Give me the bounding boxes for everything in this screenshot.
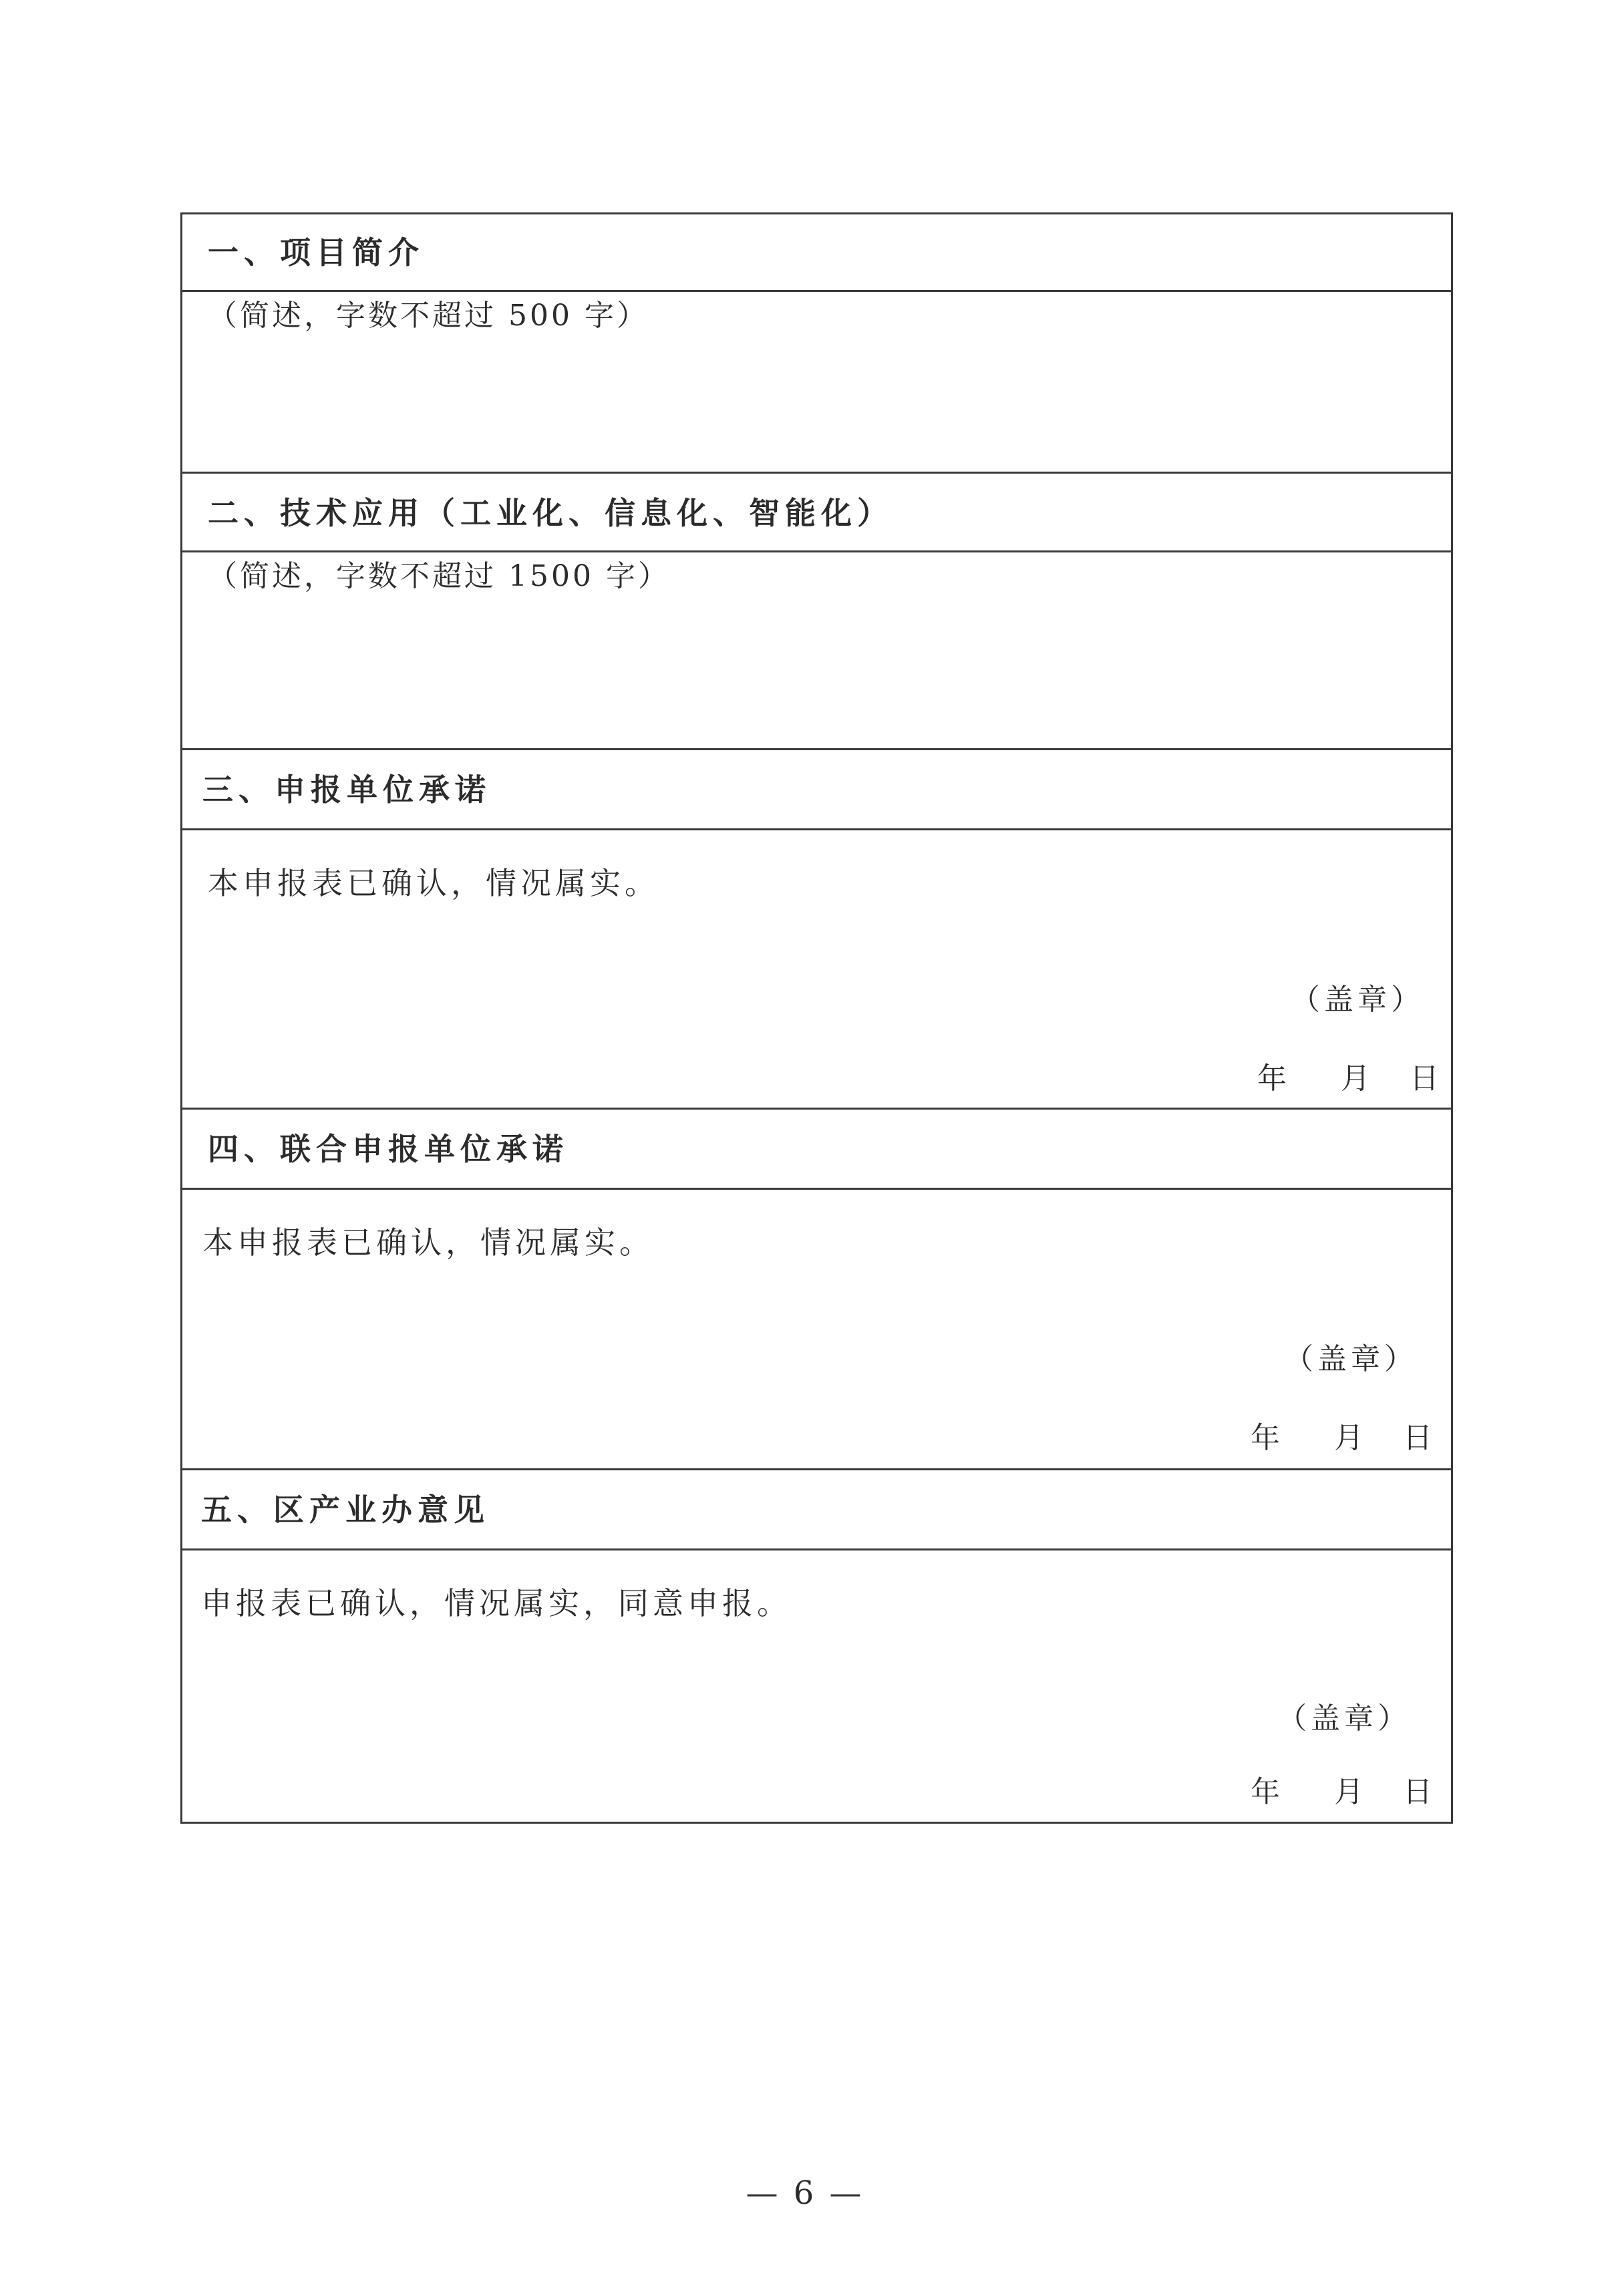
section-4-body-row [182,1190,1451,1470]
section-3-heading-row [182,750,1451,830]
section-3-heading: 三、申报单位承诺 [202,772,491,808]
section-2-note: （简述，字数不超过 1500 字） [208,559,670,593]
section-3-date [1257,1061,1439,1096]
section-1-body-row [182,292,1451,474]
section-5-statement: 申报表已确认，情况属实，同意申报。 [201,1585,792,1621]
section-5-date-year: 年 [1251,1775,1280,1809]
section-4-heading: 四、联合申报单位承诺 [208,1131,569,1167]
section-3-statement: 本申报表已确认，情况属实。 [208,865,659,901]
section-3-date-year: 年 [1257,1061,1287,1096]
section-1-heading-row [182,214,1451,292]
section-4-heading-row [182,1110,1451,1190]
section-4-date-day: 日 [1403,1421,1432,1455]
section-2-heading: 二、技术应用（工业化、信息化、智能化） [208,495,893,531]
section-1-note: （简述，字数不超过 500 字） [208,299,649,333]
section-4-date [1251,1421,1432,1455]
section-3-date-month: 月 [1341,1061,1370,1096]
section-5-stamp: （盖章） [1277,1701,1411,1736]
section-3-date-day: 日 [1410,1061,1439,1096]
section-3-body-row [182,830,1451,1110]
section-5-body-row [182,1550,1451,1822]
section-2-body-row [182,552,1451,750]
section-4-date-year: 年 [1251,1421,1280,1455]
section-1-heading: 一、项目简介 [208,234,424,271]
section-5-date [1251,1775,1432,1809]
section-4-statement: 本申报表已确认，情况属实。 [202,1224,654,1261]
section-2-heading-row [182,474,1451,552]
section-4-stamp: （盖章） [1284,1342,1418,1376]
application-form-table [180,212,1453,1824]
section-5-date-month: 月 [1334,1775,1363,1809]
section-5-heading-row [182,1470,1451,1550]
page-number: — 6 — [746,2174,864,2212]
section-3-stamp: （盖章） [1291,983,1424,1017]
section-5-heading: 五、区产业办意见 [201,1492,490,1528]
section-5-date-day: 日 [1403,1775,1432,1809]
section-4-date-month: 月 [1334,1421,1363,1455]
